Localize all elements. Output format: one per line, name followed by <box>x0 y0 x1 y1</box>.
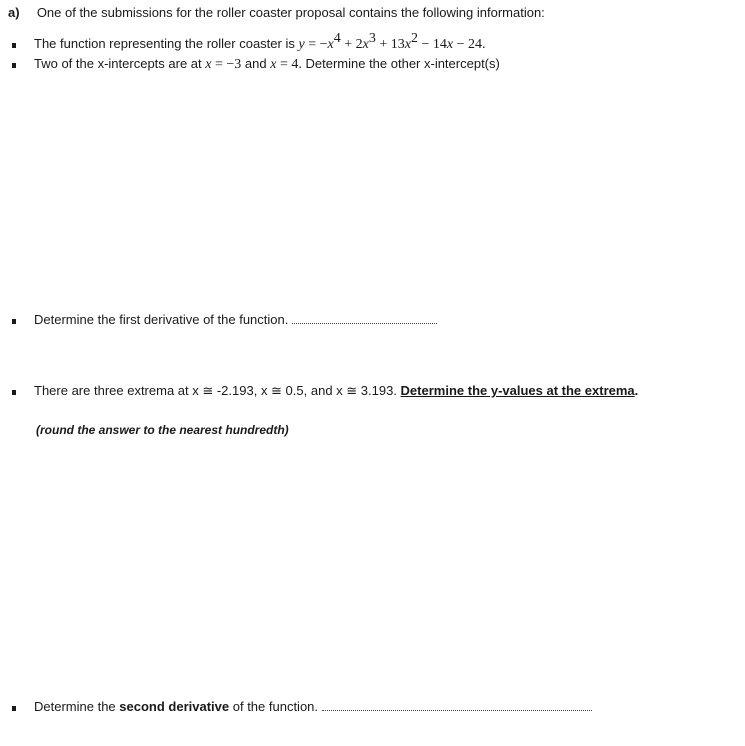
extrema-text: There are three extrema at x ≅ -2.193, x ≅ 0.5, and x ≅ 3.193. <box>34 383 397 398</box>
function-prefix: The function representing the roller coaster is <box>34 36 295 51</box>
bullet-icon <box>12 63 16 68</box>
function-coef-2: + 2 <box>340 37 363 52</box>
second-derivative-task <box>34 699 592 715</box>
bullet-icon <box>12 390 16 395</box>
extrema-instruction: Determine the y-values at the extrema <box>400 383 635 398</box>
intercept2-var: x <box>270 57 277 72</box>
intercepts-task: Determine the other x-intercept(s) <box>305 56 500 71</box>
function-constant: − 24. <box>453 37 486 52</box>
function-term-x: x <box>446 37 454 52</box>
question-intro: One of the submissions for the roller coaster proposal contains the following information: <box>36 5 545 20</box>
exponent-3: 3 <box>368 31 376 46</box>
and-word: and <box>244 56 267 71</box>
second-derivative-suffix: of the function. <box>232 699 319 714</box>
intercepts-prefix: Two of the x-intercepts are at <box>34 56 202 71</box>
bullet-icon <box>12 706 16 711</box>
function-eq: = − <box>304 37 328 52</box>
question-heading <box>8 5 545 21</box>
function-coef-13: + 13 <box>375 37 405 52</box>
intercept2-val: = 4. <box>276 57 302 72</box>
first-derivative-task <box>34 312 437 328</box>
bullet-icon <box>12 319 16 324</box>
function-term-x4: x <box>327 37 334 52</box>
answer-line[interactable] <box>292 314 437 324</box>
function-term-x3: x <box>362 37 369 52</box>
function-coef-14: − 14 <box>417 37 447 52</box>
function-term-x2: x <box>404 37 411 52</box>
question-label: a) <box>8 5 20 20</box>
first-derivative-text: Determine the first derivative of the function. <box>34 312 289 327</box>
second-derivative-bold: second derivative <box>119 699 230 714</box>
intercepts-statement <box>34 56 500 73</box>
extrema-task <box>34 383 638 399</box>
exponent-2: 2 <box>410 31 418 46</box>
second-derivative-prefix: Determine the <box>34 699 116 714</box>
function-statement <box>34 31 486 53</box>
extrema-instruction-end: . <box>634 383 639 398</box>
bullet-icon <box>12 43 16 48</box>
function-y: y <box>298 37 305 52</box>
intercept1-val: = −3 <box>211 57 242 72</box>
answer-line[interactable] <box>322 701 592 711</box>
intercept1-var: x <box>205 57 212 72</box>
rounding-note: (round the answer to the nearest hundredth) <box>36 423 289 437</box>
exponent-4: 4 <box>333 31 341 46</box>
